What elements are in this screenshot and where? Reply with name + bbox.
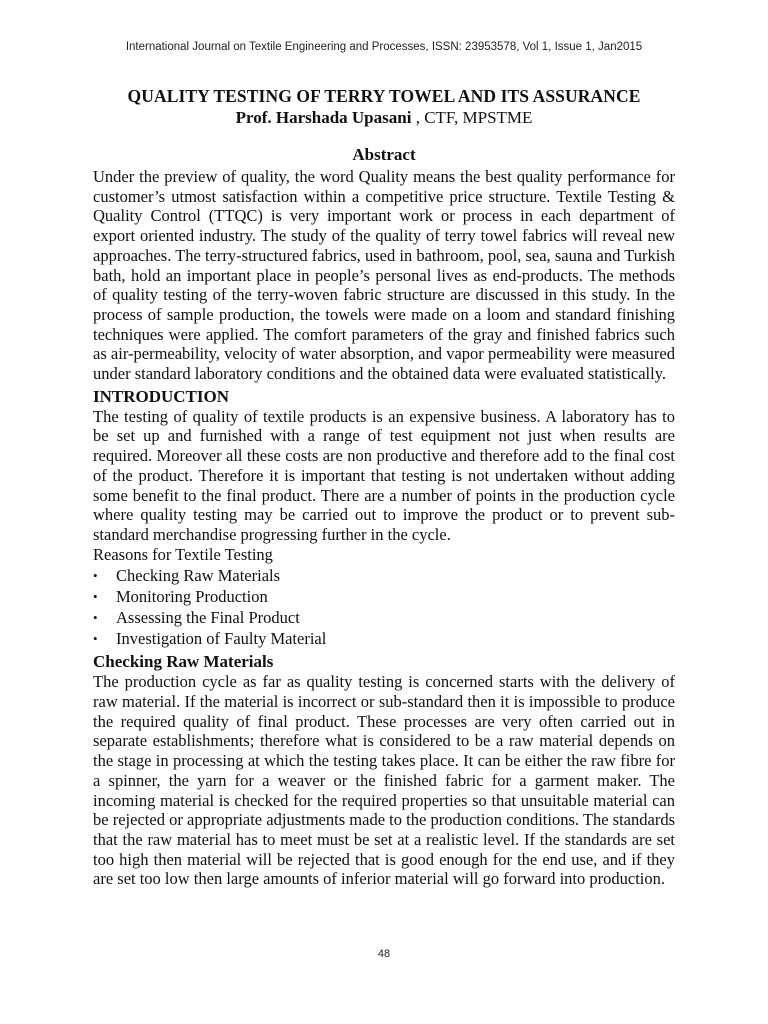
checking-raw-materials-heading: Checking Raw Materials xyxy=(93,652,274,672)
paper-title: QUALITY TESTING OF TERRY TOWEL AND ITS ASSURANCE xyxy=(127,86,641,106)
list-item-text: Checking Raw Materials xyxy=(116,566,281,586)
introduction-paragraph: The testing of quality of textile products is an expensive business. A laboratory has to be set up and furnished with a range of test equipment not just when results are required. Moreover all these costs are non productive and therefore add to the final cost of the product. Therefore it is important that testing is not undertaken without adding some benefit to the final product. There are a number of points in the production cycle where quality testing may be carried out to improve the product or to prevent sub-standard merchandise progressing further in the cycle. xyxy=(93,406,675,544)
bullet-icon: • xyxy=(93,631,98,647)
bullet-icon: • xyxy=(93,568,98,584)
reasons-list xyxy=(93,565,675,649)
bullet-icon: • xyxy=(93,610,98,626)
bullet-icon: • xyxy=(93,589,98,605)
title-block xyxy=(93,86,675,128)
running-header: International Journal on Textile Engineering and Processes, ISSN: 23953578, Vol 1, Issue 1, Jan2015 xyxy=(125,41,643,53)
list-item-text: Monitoring Production xyxy=(116,587,268,607)
list-item-text: Investigation of Faulty Material xyxy=(116,629,327,649)
abstract-heading: Abstract xyxy=(352,145,416,164)
author-name: Prof. Harshada Upasani xyxy=(235,108,412,127)
list-item xyxy=(93,628,675,649)
reasons-label: Reasons for Textile Testing xyxy=(93,544,273,564)
author-affiliation: , CTF, MPSTME xyxy=(411,108,533,127)
abstract-paragraph: Under the preview of quality, the word Quality means the best quality performance for customer’s utmost satisfaction within a competitive price structure. Textile Testing & Quality Control (TTQC) is very important work or process in each department of export oriented industry. The study of the quality of terry towel fabrics will reveal new approaches. The terry-structured fabrics, used in bathroom, pool, sea, sauna and Turkish bath, hold an important place in people’s personal lives as end-products. The methods of quality testing of the terry-woven fabric structure are discussed in this study. In the process of sample production, the towels were made on a loom and standard finishing techniques were applied. The comfort parameters of the gray and finished fabrics such as air-permeability, velocity of water absorption, and vapor permeability were measured under standard laboratory conditions and the obtained data were evaluated statistically. xyxy=(93,167,675,384)
author-line xyxy=(93,107,675,128)
list-item xyxy=(93,565,675,586)
list-item-text: Assessing the Final Product xyxy=(116,608,300,628)
page-number: 48 xyxy=(377,948,391,960)
list-item xyxy=(93,586,675,607)
body-text xyxy=(93,144,675,889)
list-item xyxy=(93,607,675,628)
checking-raw-materials-paragraph: The production cycle as far as quality testing is concerned starts with the delivery of raw material. If the material is incorrect or sub-standard then it is impossible to produce the required quality of final product. These processes are very often carried out in separate establishments; therefore what is considered to be a raw material depends on the stage in processing at which the testing takes place. It can be either the raw fibre for a spinner, the yarn for a weaver or the finished fabric for a garment maker. The incoming material is checked for the required properties so that unsuitable material can be rejected or appropriate adjustments made to the production conditions. The standards that the raw material has to meet must be set at a realistic level. If the standards are set too high then material will be rejected that is good enough for the end use, and if they are set too low then large amounts of inferior material will go forward into production. xyxy=(93,672,675,889)
introduction-heading: INTRODUCTION xyxy=(93,386,230,406)
